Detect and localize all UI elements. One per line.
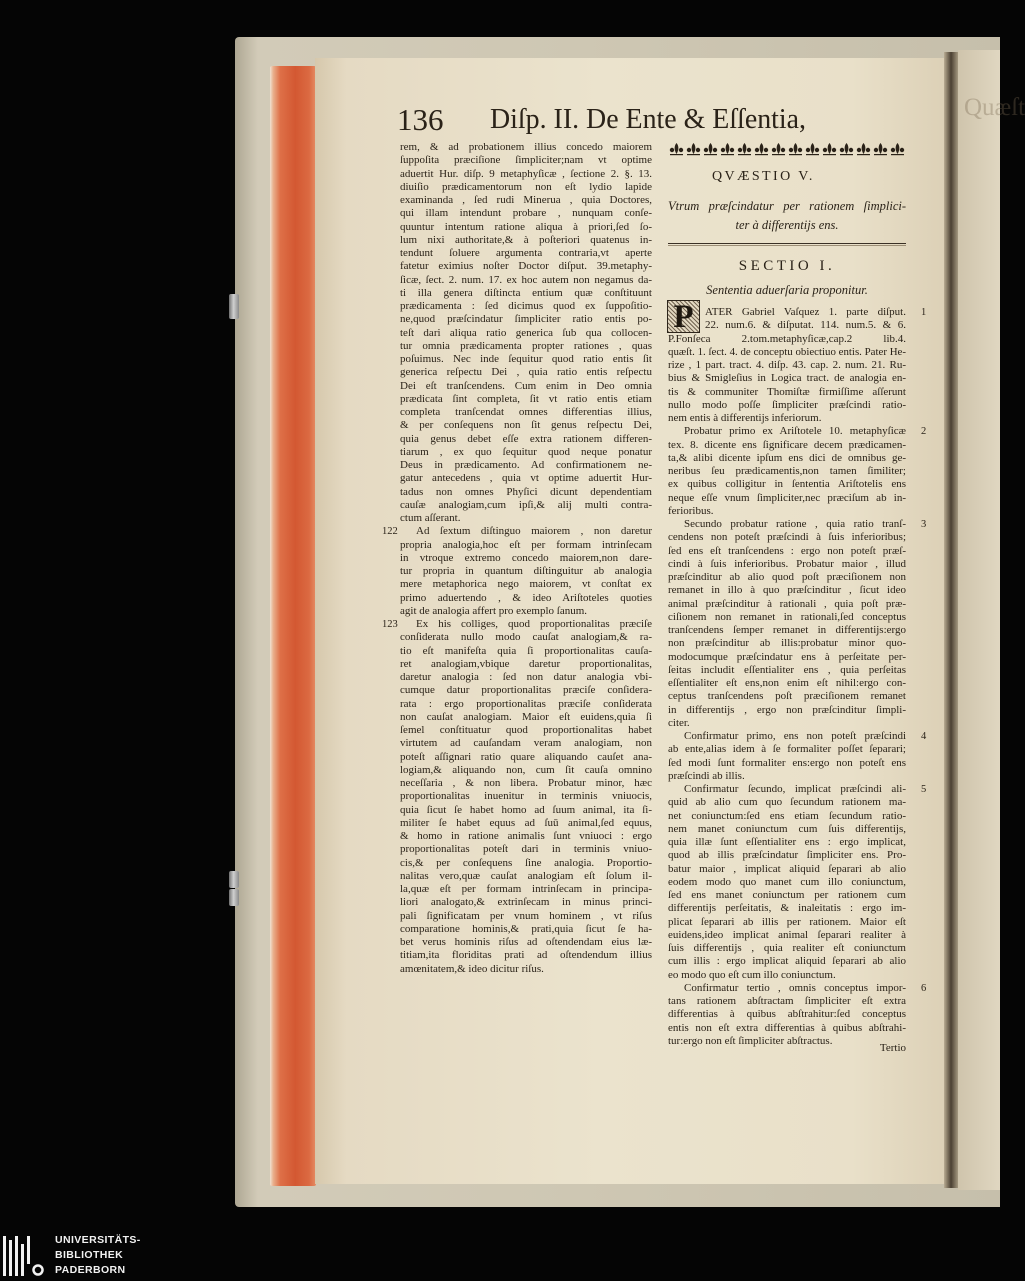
- text-line: tex. 8. dicente ens ſignificare decem prædicamen-: [668, 438, 906, 451]
- text-line: eodem modo quo manet cum illo coniunctum,: [668, 875, 906, 888]
- text-line: euidens,ideo implicat animal ſeparari realiter à: [668, 928, 906, 941]
- text-line: modocumque præſcindatur ens à perſeitate per-: [668, 650, 906, 663]
- text-line: præſcindi ab illis.: [668, 769, 745, 782]
- text-line: ceptus tranſcendens poſt præciſionem remanet: [668, 690, 906, 703]
- text-line: ſicæ, ſect. 2. num. 17. ex hoc autem non negamus da-: [400, 273, 652, 286]
- library-logo-line: PADERBORN: [55, 1264, 126, 1276]
- paragraph: [668, 981, 927, 1048]
- binding-hinge: [229, 294, 239, 319]
- paragraph: [668, 730, 927, 783]
- text-line: quuntur intentum ratione aliqua à priori,ſed ſo-: [400, 220, 652, 233]
- text-line: bius & Smigleſius in Logica tract. de analogia en-: [668, 372, 906, 385]
- text-line: ret analogiam,vbique daretur proportionalitas,: [400, 657, 652, 670]
- text-line: cauſæ analogiam,cum ipſi,& alij multi contra-: [400, 498, 652, 511]
- text-line: ſed modi ſunt formaliter ens:ergo non poteſt ens: [668, 756, 906, 769]
- text-line: lum nixi authoritate,& à poſteriori quatenus in-: [400, 233, 652, 246]
- text-line: Ad ſextum diſtinguo maiorem , non daretur: [416, 525, 652, 538]
- section-rule: [668, 243, 906, 246]
- text-line: diuiſio prædicamentorum non eſt lydio lapide: [400, 180, 652, 193]
- text-line: ſed ens eſt tranſcendens : ergo non poteſt præſ-: [668, 544, 906, 557]
- text-line: prædicata ſint completa, ſit vt ratio entis etiam: [400, 392, 652, 405]
- text-line: fatetur eximius noſter Doctor diſput. 39.metaphy-: [400, 260, 652, 273]
- text-line: ti illa genera diſtincta entium quæ conſtituunt: [400, 286, 652, 299]
- paragraph: [668, 425, 927, 518]
- text-line: nalitas vero,quæ cauſat analogiam eſt ſolum il-: [400, 869, 652, 882]
- page-number: 136: [397, 102, 444, 137]
- text-line: titiam,ita floriditas prati ad oſtendendum illius: [400, 949, 652, 962]
- section-subtitle: Sententia aduerſaria proponitur.: [706, 283, 868, 297]
- text-line: ne,quod præſcindatur ſimpliciter ratio entis po-: [400, 313, 652, 326]
- text-line: mere metaphorica nego maiorem, vt conſtat ex: [400, 578, 652, 591]
- paragraph: [400, 141, 652, 525]
- text-line: quia genus debet eſſe extra rationem differen-: [400, 432, 652, 445]
- gutter-shadow: [944, 52, 958, 1188]
- text-line: 22. num.6. & diſputat. 114. num.5. & 6.: [705, 319, 906, 332]
- text-line: virtutem ad cauſandam veram analogiam, non: [400, 737, 652, 750]
- text-line: nullo modo poſſe ſimpliciter præſcindi ratio-: [668, 398, 906, 411]
- text-line: ATER Gabriel Vaſquez 1. parte diſput.: [705, 306, 906, 318]
- text-line: tis & communiter Thomiſtæ firmiſſime aſſerunt: [668, 385, 906, 398]
- paragraph: [668, 299, 927, 425]
- text-line: cum illis : ergo implicat aliquid ſeparari ab alio: [668, 955, 906, 968]
- text-line: Dei eſt tranſcendens. Cum enim in Deo omnia: [400, 379, 652, 392]
- text-line: la,quæ eſt per formam intrinſecam in principa-: [400, 883, 652, 895]
- text-line: comparatione hominis,& prati,quia ſicut ſe ha-: [400, 922, 652, 935]
- text-line: tendunt ſoluere argumenta contraria,vt aperte: [400, 247, 652, 259]
- text-line: gatur antecedens , quia vt optime aduertit Hur-: [400, 472, 652, 485]
- text-line: agit de analogia affert pro exemplo ſanum.: [400, 604, 588, 617]
- text-line: Confirmatur tertio , omnis conceptus impor-: [684, 981, 906, 994]
- paragraph: [382, 618, 652, 976]
- text-line: tadus non omnes Phyſici dicunt dependentiam: [400, 485, 652, 498]
- text-line: ſuis differentijs , quia realiter eſt coniunctum: [668, 942, 906, 954]
- text-line: & homo in ratione animalis ſunt vniuoci : ergo: [400, 830, 652, 842]
- text-line: nem entis à differentijs inferiorum.: [668, 412, 822, 424]
- paragraph: [668, 518, 927, 730]
- text-line: cumque datur proportionalitas præciſe conſidera-: [400, 684, 652, 697]
- paragraph-number: 5: [921, 784, 927, 795]
- text-line: rize , 1 part. tract. 4. diſp. 43. cap. 2. num. 21. Ru-: [668, 359, 906, 371]
- fleuron-row-icon: [668, 142, 906, 156]
- text-line: proportionalitas poteſt dari in terminis vniuo-: [400, 843, 652, 856]
- text-line: remanet in illo à quo præſcinditur , ſicut ideo: [668, 584, 906, 597]
- text-line: Confirmatur primo, ens non poteſt præſcindi: [684, 730, 906, 742]
- question-subtitle-line: Vtrum præſcindatur per rationem ſimplici-: [668, 199, 906, 213]
- text-line: qui illam intendunt probare , nunquam conſe-: [400, 207, 652, 220]
- binding-hinge: [229, 871, 239, 888]
- paragraph-number: 6: [921, 982, 927, 994]
- text-line: quia illæ ſunt eſſentialiter ens : ergo implicat,: [668, 836, 906, 848]
- text-line: generica reſpectu Dei , quia ratio entis reſpectu: [400, 366, 652, 379]
- text-line: tio eſt manifeſta quia ſi proportionalitas cauſa-: [400, 644, 652, 657]
- text-line: tur omnia prædicamenta propter rationes , quas: [400, 339, 652, 352]
- text-line: poteſt aſſignari ratio quare aliquando cauſet ana-: [400, 750, 652, 763]
- text-line: eo modo quo eſt cum illo coniunctum.: [668, 968, 836, 981]
- text-line: teſt dari aliqua ratio generica ſub qua collocen-: [400, 326, 652, 339]
- next-page: [958, 50, 1025, 1190]
- library-logo-line: BIBLIOTHEK: [55, 1249, 124, 1261]
- text-line: tranſcendens ſemper remanet in differentijs:ergo: [668, 624, 906, 636]
- text-line: propria analogia,hoc eſt per formam intrinſecam: [400, 538, 652, 551]
- text-line: ex quibus colligitur in ſententia Ariſtotelis ens: [668, 478, 906, 491]
- text-line: in vtroque extremo concedo maiorem,non dare-: [400, 551, 652, 564]
- section-title: SECTIO I.: [738, 258, 836, 274]
- text-line: entis non eſt extra differentias à quibus abſtrahi-: [668, 1021, 906, 1034]
- text-line: non præſcinditur ab illis:probatur minor quo-: [668, 637, 906, 650]
- text-line: tur:ergo non eſt ſimpliciter abſtractus.: [668, 1034, 833, 1047]
- paragraph-number: 3: [921, 519, 927, 530]
- text-line: cendens non poteſt præſcindi à ſuis inferioribus;: [668, 531, 906, 544]
- text-line: poſuimus. Nec inde ſequitur quod ratio entis ſit: [400, 353, 652, 365]
- text-line: ſeitas includit eſſentialiter ens , quia perſeitas: [668, 663, 906, 676]
- paragraph-number: 123: [382, 619, 398, 630]
- text-line: ctum aſſerant.: [400, 512, 461, 524]
- text-line: ſuppoſita præciſione ſimpliciter;nam vt optime: [400, 154, 652, 167]
- next-page-header-fragment: Quæſt: [964, 94, 1025, 121]
- text-line: daretur analogia : ſed non datur analogia vbi-: [400, 671, 652, 683]
- catchword: Tertio: [879, 1042, 906, 1054]
- paragraph-number: 122: [382, 526, 398, 538]
- text-line: cis,& per conſequens ſine analogia. Proportio-: [400, 856, 652, 869]
- text-line: bet verus hominis riſus ad oſtendendam eius læ-: [400, 936, 652, 948]
- text-line: quia ſicut ſe habet homo ad ſuum animal, ita ſi-: [400, 803, 652, 816]
- text-line: liori analogato,& extrinſecam in minus princi-: [400, 896, 652, 909]
- text-line: nem manet coniunctum cum ſuis differentijs,: [668, 822, 906, 835]
- text-line: & per conſequens non ſit genus reſpectu Dei,: [400, 419, 652, 432]
- text-line: P.Fonſeca 2.tom.metaphyſicæ,cap.2 lib.4.: [668, 332, 906, 345]
- text-line: cindi à ſuis inferioribus. Probatur maior , illud: [668, 557, 906, 570]
- text-line: rem, & ad probationem illius concedo maiorem: [400, 141, 652, 153]
- running-title: Diſp. II. De Ente & Eſſentia,: [490, 104, 806, 135]
- text-line: rata : ergo proportionalitas præciſe conſiderata: [400, 697, 652, 710]
- text-line: Secundo probatur ratione , quia ratio tranſ-: [684, 518, 906, 530]
- text-line: neque eſſe vnum ſimpliciter,nec præciſum ab in-: [668, 491, 906, 504]
- text-line: quid ab alio cum quo ſecundum rationem ma-: [668, 796, 906, 809]
- text-line: ciſionem non remanet in rationali,ſed conceptus: [668, 610, 906, 623]
- text-line: tiarum , ex quo ſequitur quod neque ponatur: [400, 445, 652, 458]
- text-line: neribus ſeu prædicamentis,non tamen ſimiliter;: [668, 465, 906, 477]
- text-line: ferioribus.: [668, 504, 714, 517]
- question-title: QVÆSTIO V.: [712, 169, 815, 184]
- text-line: aduertit Hur. diſp. 9 metaphyſicæ , ſectione 2. §. 13.: [400, 167, 652, 180]
- drop-cap: P: [667, 300, 700, 333]
- text-line: præſcinditur ab alio quod poſt præciſionem non: [668, 571, 906, 583]
- paragraph: [382, 525, 652, 618]
- binding-hinge: [229, 889, 239, 906]
- text-line: pali ſignificatam per vnum hominem , vt riſus: [400, 909, 652, 922]
- text-line: ſemel conſtituatur quod proportionalitas habet: [400, 724, 652, 736]
- paragraph: [668, 783, 927, 982]
- text-line: conſiderata nullo modo cauſat analogiam,& ra-: [400, 631, 652, 644]
- text-line: net coniunctum:ſed ens etiam ſecundum ratio-: [668, 809, 906, 822]
- library-logo-icon: [2, 1232, 48, 1278]
- paragraph-number: 1: [921, 307, 927, 318]
- text-line: examinanda , ſed rudi Minerua , quia Doctores,: [400, 194, 652, 206]
- text-line: neceſſaria , & non libera. Probatur minor, hæc: [400, 777, 652, 789]
- text-line: Deus in prædicamento. Ad confirmationem ne-: [400, 459, 652, 471]
- text-line: tans rationem abſtractam ſimpliciter eſt extra: [668, 995, 906, 1007]
- text-line: non cauſat analogiam. Maior eſt euidens,quia ſi: [400, 710, 652, 723]
- text-line: citer.: [668, 716, 690, 729]
- library-logo: [55, 1233, 141, 1278]
- text-line: Probatur primo ex Ariſtotele 10. metaphyſicæ: [684, 425, 906, 438]
- left-column: [382, 141, 652, 976]
- text-line: batur maior , implicat aliquid ſeparari ab alio: [668, 862, 906, 875]
- text-line: ſed ens manet coniunctum per rationem cum: [668, 889, 906, 901]
- text-line: Confirmatur ſecundo, implicat præſcindi ali-: [684, 783, 906, 795]
- text-line: quæſt. 1. ſect. 4. de conceptu obiectiuo entis. Pater He-: [668, 345, 906, 358]
- text-line: ab ente,alias idem à ſe formaliter poſſet ſeparari;: [668, 743, 906, 756]
- text-line: plicat ſeparari ab illis per rationem. Maior eſt: [668, 915, 906, 928]
- text-line: animal præſcinditur à rationali , quia poſt præ-: [668, 597, 906, 610]
- paragraph-number: 2: [921, 426, 927, 438]
- paragraph-number: 4: [921, 731, 927, 742]
- text-line: logiam,& aliquando non, cum ſit cauſa omnino: [400, 763, 652, 776]
- text-line: in differentijs , ergo non præſcinditur ſimpli-: [668, 703, 906, 716]
- text-line: militer ſe habet equus ad ſuū animal,ſed equus,: [400, 816, 652, 829]
- library-logo-line: UNIVERSITÄTS-: [55, 1234, 141, 1246]
- text-line: ta,& alibi dicente ipſum ens dici de omnibus ge-: [668, 451, 906, 464]
- text-line: differentijs perſeitatis, & inaleitatis : ergo im-: [668, 902, 906, 915]
- text-line: amœnitatem,& ideo dicitur riſus.: [400, 962, 544, 975]
- page-edge: [270, 66, 316, 1186]
- text-line: proportionalitas inuenitur in terminis vniuocis,: [400, 790, 652, 803]
- right-column: [668, 299, 927, 1048]
- text-line: differentias à quibus abſtrahitur:ſed conceptus: [668, 1008, 906, 1021]
- text-line: completa tranſcendat omnes differentias illius,: [400, 406, 652, 418]
- text-line: Ex his colliges, quod proportionalitas præciſe: [416, 618, 652, 630]
- text-line: primo aduertendo , & ideo Ariſtoteles quoties: [400, 591, 652, 604]
- question-subtitle-line: ter à differentijs ens.: [735, 218, 839, 232]
- text-line: eſſentialiter eſt ens,non enim eſt nihil:ergo con-: [668, 677, 906, 689]
- text-line: tur propria in quantum diſtinguitur ab analogia: [400, 565, 652, 577]
- text-line: prædicamenta : ſed dicimus quod ex ſuppoſitio-: [400, 300, 652, 312]
- text-line: quod ab illis præſcindatur ſimpliciter ens. Pro-: [668, 849, 906, 862]
